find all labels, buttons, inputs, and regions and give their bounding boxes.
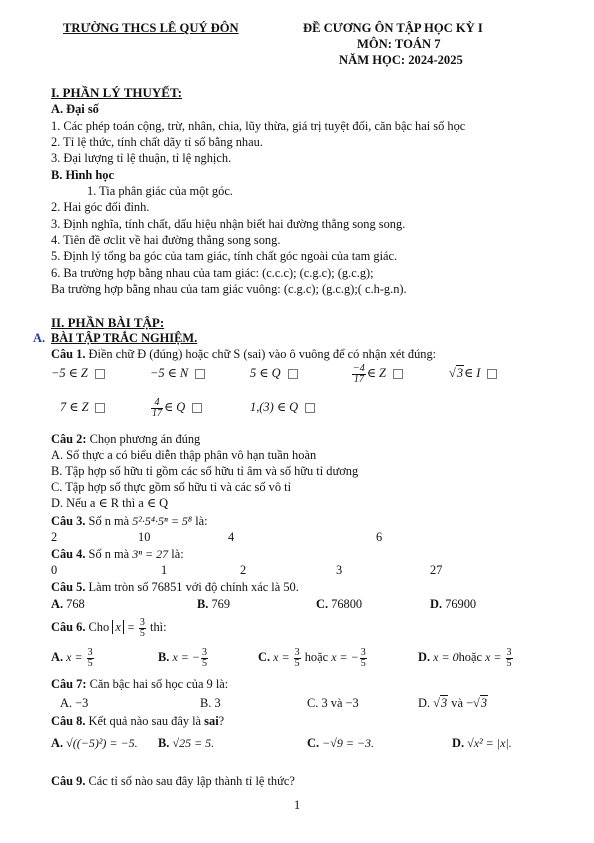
school-year: NĂM HỌC: 2024-2025	[339, 53, 463, 67]
subject-line: MÔN: TOÁN 7	[357, 37, 441, 51]
answer-choice: D. √x² = |x|.	[452, 736, 512, 750]
question-8: Câu 8. Kết quả nào sau đây là sai?	[51, 714, 225, 728]
question-label: Câu 6.	[51, 620, 86, 634]
q2-option: D. Nếu a ∈ R thì a ∈ Q	[51, 496, 169, 510]
answer-choice: C. 76800	[316, 597, 363, 611]
mc-letter: A.	[33, 331, 46, 345]
answer-box[interactable]	[487, 369, 497, 379]
geometry-item: 2. Hai góc đối đỉnh.	[51, 200, 150, 214]
geometry-item: 6. Ba trường hợp bằng nhau của tam giác: (c.c.c); (c.g.c); (g.c.g);	[51, 266, 374, 280]
answer-choice: 27	[430, 563, 443, 577]
q4-expression: 3ⁿ = 27	[132, 547, 169, 561]
answer-choice: A. √((−5)²) = −5.	[51, 736, 138, 750]
fraction: $\frac{4}{17}$	[152, 396, 162, 419]
q1-item: $\frac{-4}{17}$ ∈ Z	[351, 361, 403, 385]
q1-item: −5 ∈ N	[150, 361, 205, 385]
answer-choice: A. 768	[51, 597, 85, 611]
answer-choice: C. −√9 = −3.	[307, 736, 375, 750]
answer-choice: 2	[240, 563, 247, 577]
answer-choice: B. 769	[197, 597, 231, 611]
q2-option: C. Tập hợp số thực gồm số hữu tỉ và các số vô tỉ	[51, 480, 292, 494]
answer-choice: B. √25 = 5.	[158, 736, 215, 750]
answer-box[interactable]	[95, 369, 105, 379]
question-5: Câu 5. Làm tròn số 76851 với độ chính xác là 50.	[51, 580, 299, 594]
answer-box[interactable]	[95, 403, 105, 413]
answer-box[interactable]	[192, 403, 202, 413]
question-2	[51, 432, 200, 447]
answer-choice: 1	[161, 563, 168, 577]
question-label: Câu 2:	[51, 432, 87, 446]
q1-item: 1,(3) ∈ Q	[250, 395, 315, 419]
q2-option: A. Số thực a có biểu diễn thập phân vô hạn tuần hoàn	[51, 448, 317, 462]
fraction: $\frac{-4}{17}$	[353, 362, 365, 385]
q1-item: $\frac{4}{17}$ ∈ Q	[150, 395, 202, 419]
school-name: TRƯỜNG THCS LÊ QUÝ ĐÔN	[63, 21, 239, 35]
answer-choice: 2	[51, 530, 58, 544]
document-title: ĐỀ CƯƠNG ÔN TẬP HỌC KỲ I	[303, 21, 483, 35]
q2-option: B. Tập hợp số hữu tỉ gồm các số hữu tỉ âm và số hữu tỉ dương	[51, 464, 359, 478]
geometry-item: 4. Tiên đề ơclit về hai đường thẳng song song.	[51, 233, 281, 247]
question-4: Câu 4. Số n mà 3ⁿ = 27 là:	[51, 547, 184, 561]
algebra-item: 1. Các phép toán cộng, trừ, nhân, chia, lũy thừa, giá trị tuyệt đối, căn bậc hai số học	[51, 119, 466, 133]
answer-box[interactable]	[195, 369, 205, 379]
answer-choice: A. −3	[60, 696, 89, 710]
question-1	[51, 347, 436, 362]
answer-choice: 3	[336, 563, 343, 577]
question-label: Câu 1.	[51, 347, 86, 361]
question-9: Câu 9. Các tỉ số nào sau đây lập thành tỉ lệ thức?	[51, 774, 295, 788]
answer-choice: C. x = $\frac{3}{5}$ hoặc x = − $\frac{3}{5}$	[258, 646, 366, 669]
answer-choice: D. x = 0hoặc x = $\frac{3}{5}$	[418, 646, 512, 669]
answer-choice: D. √3 và −√3	[418, 696, 488, 710]
question-label: Câu 7:	[51, 677, 87, 691]
q1-item: −5 ∈ Z	[51, 361, 105, 385]
answer-choice: A. x = $\frac{3}{5}$	[51, 646, 93, 669]
answer-choice: B. x = − $\frac{3}{5}$	[158, 646, 208, 669]
q1-item: 5 ∈ Q	[250, 361, 298, 385]
answer-choice: 0	[51, 563, 58, 577]
answer-choice: C. 3 và −3	[307, 696, 359, 710]
q1-item: 7 ∈ Z	[60, 395, 105, 419]
question-label: Câu 9.	[51, 774, 86, 788]
geometry-heading: B. Hình học	[51, 168, 115, 182]
geometry-item: Ba trường hợp bằng nhau của tam giác vuông: (c.g.c); (g.c.g);( c.h-g.n).	[51, 282, 407, 296]
exercises-heading: II. PHẦN BÀI TẬP:	[51, 315, 165, 330]
question-3: Câu 3. Số n mà 5²·5⁴·5ⁿ = 5⁸ là:	[51, 514, 208, 528]
question-6: Câu 6. Cho x = $\frac{3}{5}$ thì:	[51, 616, 167, 639]
mc-heading: BÀI TẬP TRẮC NGHIỆM.	[51, 331, 198, 345]
theory-heading: I. PHẦN LÝ THUYẾT:	[51, 85, 182, 100]
geometry-item: 3. Định nghĩa, tính chất, dấu hiệu nhận biết hai đường thẳng song song.	[51, 217, 406, 231]
question-label: Câu 5.	[51, 580, 86, 594]
question-label: Câu 8.	[51, 714, 86, 728]
answer-box[interactable]	[393, 369, 403, 379]
page-number: 1	[294, 798, 301, 812]
geometry-item: 5. Định lý tổng ba góc của tam giác, tính chất góc ngoài của tam giác.	[51, 249, 398, 263]
answer-choice: D. 76900	[430, 597, 477, 611]
answer-box[interactable]	[305, 403, 315, 413]
algebra-item: 3. Đại lượng tỉ lệ thuận, tỉ lệ nghịch.	[51, 151, 232, 165]
algebra-heading: A. Đại số	[51, 102, 99, 116]
fraction: $\frac{3}{5}$	[139, 616, 145, 639]
answer-choice: 10	[138, 530, 151, 544]
question-label: Câu 3.	[51, 514, 86, 528]
q3-expression: 5²·5⁴·5ⁿ = 5⁸	[132, 514, 193, 528]
question-text: Điền chữ Đ (đúng) hoặc chữ S (sai) vào ô vuông để có nhận xét đúng:	[88, 347, 437, 361]
answer-choice: 4	[228, 530, 235, 544]
answer-choice: B. 3	[200, 696, 221, 710]
algebra-item: 2. Tỉ lệ thức, tính chất dãy tỉ số bằng nhau.	[51, 135, 263, 149]
q1-item: √3∈ I	[449, 361, 497, 385]
answer-box[interactable]	[288, 369, 298, 379]
question-text: Chọn phương án đúng	[89, 432, 201, 446]
question-7: Câu 7: Căn bậc hai số học của 9 là:	[51, 677, 229, 691]
question-label: Câu 4.	[51, 547, 86, 561]
geometry-item: 1. Tia phân giác của một góc.	[87, 184, 233, 198]
answer-choice: 6	[376, 530, 383, 544]
